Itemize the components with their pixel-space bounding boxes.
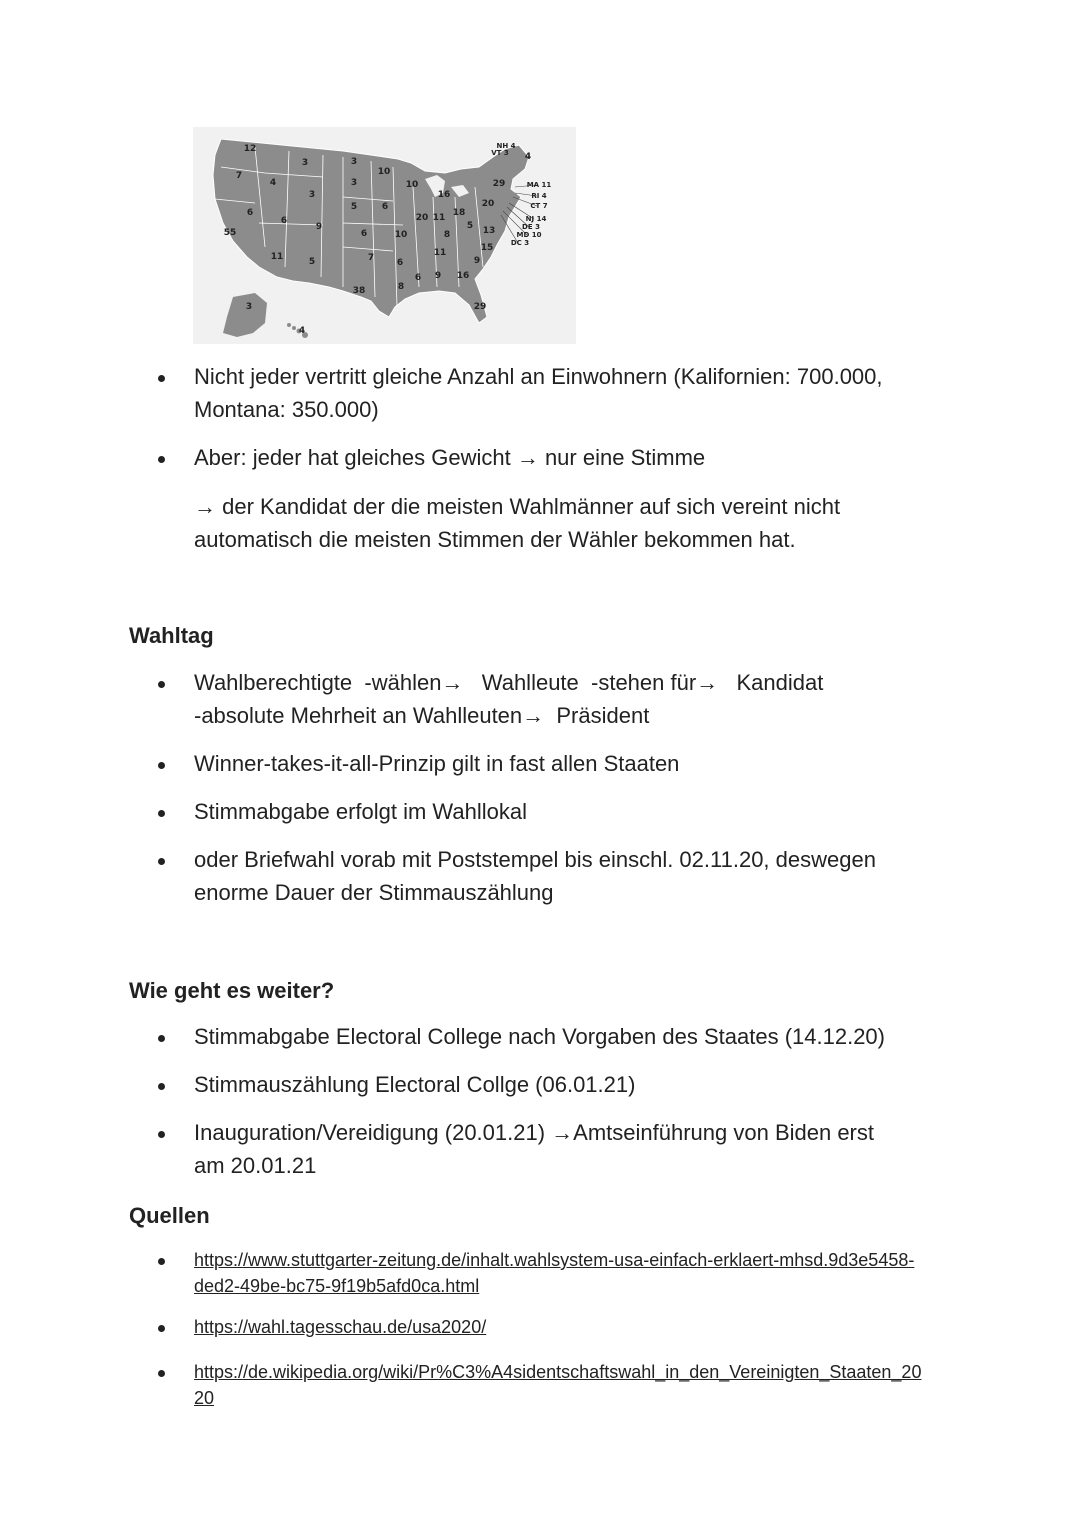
bullet-dot: [158, 762, 165, 769]
weiter-heading: Wie geht es weiter?: [129, 978, 335, 1003]
state-vote-label-19: 6: [360, 229, 368, 239]
source-link-3-line-2[interactable]: 20: [194, 1388, 215, 1408]
weiter-bullet-1: Stimmabgabe Electoral College nach Vorgaben des Staates (14.12.20): [194, 1024, 885, 1049]
state-vote-label-33: 16: [456, 271, 470, 281]
state-vote-label-21: 8: [443, 230, 451, 240]
bullet-dot: [158, 858, 165, 865]
state-vote-label-35: 8: [397, 282, 405, 292]
bullet-dot: [158, 375, 165, 382]
wahltag-bullet-2: Winner-takes-it-all-Prinzip gilt in fast allen Staaten: [194, 751, 680, 776]
state-vote-label-24: 11: [433, 248, 447, 258]
state-vote-label-6: 3: [350, 178, 358, 188]
northeast-vote-label-7: MD 10: [516, 231, 542, 239]
state-vote-label-10: 5: [350, 202, 358, 212]
weiter-bullet-3-line-1: Inauguration/Vereidigung (20.01.21) →Amtseinführung von Biden erst: [194, 1120, 874, 1145]
alaska-shape: [223, 293, 267, 337]
northeast-vote-label-5: NJ 14: [525, 215, 547, 223]
state-vote-label-12: 6: [381, 202, 389, 212]
bullet-dot: [158, 1083, 165, 1090]
state-vote-label-29: 6: [396, 258, 404, 268]
state-vote-label-27: 5: [308, 257, 316, 267]
northeast-vote-label-3: RI 4: [531, 192, 547, 200]
northeast-vote-label-6: DE 3: [522, 223, 540, 231]
quellen-heading: Quellen: [129, 1203, 210, 1228]
state-vote-label-39: 29: [492, 179, 506, 189]
state-vote-label-3: 3: [350, 157, 358, 167]
source-link-2[interactable]: https://wahl.tagesschau.de/usa2020/: [194, 1317, 487, 1337]
state-vote-label-32: 9: [434, 271, 442, 281]
state-vote-label-11: 6: [246, 208, 254, 218]
state-vote-label-41: 4: [524, 152, 532, 162]
state-vote-label-7: 10: [405, 180, 419, 190]
intro-bullet-1-line-2: Montana: 350.000): [194, 397, 379, 422]
wahltag-bullet-1-line-1: Wahlberechtigte -wählen→ Wahlleute -stehen für→ Kandidat: [194, 670, 824, 695]
wahltag-bullet-4-line-1: oder Briefwahl vorab mit Poststempel bis einschl. 02.11.20, deswegen: [194, 847, 876, 872]
weiter-bullet-3-line-2: am 20.01.21: [194, 1153, 317, 1178]
northeast-vote-label-8: DC 3: [510, 239, 530, 247]
source-link-1-line-2[interactable]: ded2-49be-bc75-9f19b5afd0ca.html: [194, 1276, 480, 1296]
state-vote-label-9: 3: [308, 190, 316, 200]
state-vote-label-31: 6: [414, 273, 422, 283]
state-vote-label-17: 18: [452, 208, 466, 218]
state-vote-label-22: 5: [466, 221, 474, 231]
source-link-1-line-1[interactable]: https://www.stuttgarter-zeitung.de/inhalt.wahlsystem-usa-einfach-erklaert-mhsd.9d3e5458-: [194, 1250, 915, 1270]
state-vote-label-20: 10: [394, 230, 408, 240]
state-vote-label-14: 9: [315, 222, 323, 232]
bullet-dot: [158, 1370, 165, 1377]
state-vote-label-38: 4: [298, 326, 306, 336]
state-vote-label-13: 6: [280, 216, 288, 226]
state-vote-label-2: 3: [301, 158, 309, 168]
state-vote-label-34: 38: [352, 286, 366, 296]
state-vote-label-28: 7: [367, 253, 375, 263]
intro-bullet-1-line-1: Nicht jeder vertritt gleiche Anzahl an Einwohnern (Kalifornien: 700.000,: [194, 364, 883, 389]
northeast-vote-label-2: MA 11: [526, 181, 552, 189]
wahltag-heading: Wahltag: [129, 623, 214, 648]
wahltag-bullet-3: Stimmabgabe erfolgt im Wahllokal: [194, 799, 527, 824]
state-vote-label-0: 12: [243, 144, 257, 154]
state-vote-label-15: 20: [415, 213, 429, 223]
northeast-vote-label-4: CT 7: [530, 202, 548, 210]
wahltag-bullet-4-line-2: enorme Dauer der Stimmauszählung: [194, 880, 554, 905]
state-vote-label-25: 15: [480, 243, 494, 253]
state-vote-label-37: 3: [245, 302, 253, 312]
state-vote-label-5: 4: [269, 178, 277, 188]
state-vote-label-36: 29: [473, 302, 487, 312]
state-vote-label-18: 55: [223, 228, 237, 238]
state-vote-label-8: 16: [437, 190, 451, 200]
intro-note-line-1: → der Kandidat der die meisten Wahlmänner auf sich vereint nicht: [194, 494, 841, 519]
wahltag-bullet-1-line-2: -absolute Mehrheit an Wahlleuten→ Präsident: [194, 703, 650, 728]
bullet-dot: [158, 1035, 165, 1042]
electoral-map-svg: [193, 127, 576, 344]
electoral-map-image: [193, 127, 576, 344]
bullet-dot: [158, 456, 165, 463]
state-vote-label-1: 7: [235, 171, 243, 181]
intro-note-line-2: automatisch die meisten Stimmen der Wähler bekommen hat.: [194, 527, 796, 552]
state-vote-label-30: 9: [473, 256, 481, 266]
weiter-bullet-2: Stimmauszählung Electoral Collge (06.01.21): [194, 1072, 636, 1097]
state-vote-label-16: 11: [432, 213, 446, 223]
source-link-3-line-1[interactable]: https://de.wikipedia.org/wiki/Pr%C3%A4sidentschaftswahl_in_den_Vereinigten_Staaten_20: [194, 1362, 922, 1382]
bullet-dot: [158, 1325, 165, 1332]
state-vote-label-4: 10: [377, 167, 391, 177]
state-vote-label-40: 20: [481, 199, 495, 209]
state-vote-label-23: 13: [482, 226, 496, 236]
northeast-vote-label-0: NH 4: [496, 142, 516, 150]
bullet-dot: [158, 1131, 165, 1138]
bullet-dot: [158, 1258, 165, 1265]
state-vote-label-26: 11: [270, 252, 284, 262]
bullet-dot: [158, 681, 165, 688]
northeast-vote-label-1: VT 3: [491, 149, 509, 157]
bullet-dot: [158, 810, 165, 817]
intro-bullet-2-line-1: Aber: jeder hat gleiches Gewicht → nur eine Stimme: [194, 445, 706, 470]
